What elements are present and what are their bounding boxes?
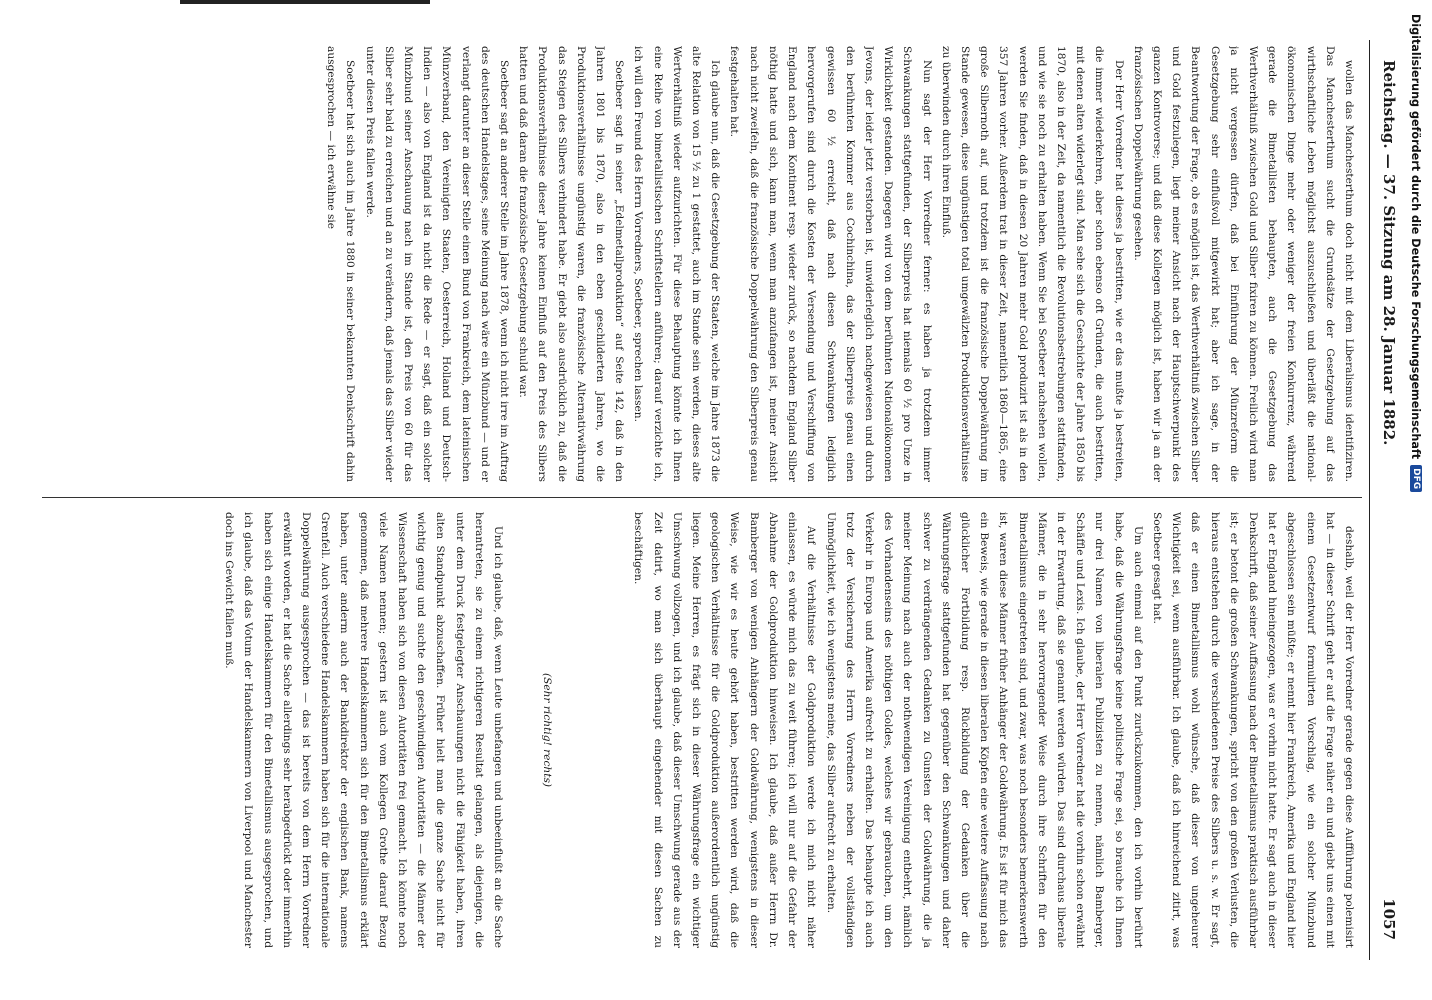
right-column [38,512,1358,948]
paragraph: Der Herr Vorredner hat dieses ja bestritten, wie er das mußte ja bestreiten, die immer wiederkehren, aber schon ebenso oft Gründen, die auch bestritten, mit denen alten widerlegt sind. Man sehe sich die Geschichte der Jahre 1850 bis 1870, also in der Zeit, da namentlich die Revolutionsbestrebungen stattfanden, und wie sie noch zu erhalten haben. Wenn Sie bei Soetbeer nachsehen wollen, werden Sie finden, daß in diesen 20 Jahren mehr Gold produzirt ist als in den 357 Jahren vorher. Außerdem trat in dieser Zeit, namentlich 1860—1865, eine große Silbernoth auf, und trotzdem ist die französische Doppelwährung im Stande gewesen, diese ungünstigen total umgewälzten Produktionsverhältnisse zu überwinden durch ihren Einfluß. [939,46,1125,482]
header-title: Reichstag. — 37. Sitzung am 28. Januar 1882. [1380,60,1398,446]
paragraph: Soetbeer hat sich auch im Jahre 1880 in seiner bekannten Denkschrift dahin ausgesprochen — ich erwähne sie [325,46,357,482]
applause-note: (Sehr richtig! rechts) [541,672,554,788]
paragraph: Und ich glaube, daß, wenn Leute unbefangen und unbeeinflußt an die Sache herantreten, sie zu einem richtigeren Resultat gelangen, als diejenigen, die unter dem Druck festgelegter Anschauungen nicht die Fähigkeit haben, ihren alten Standpunkt abzuschaffen. Früher hielt man die ganze Sache nicht für wichtig genug und suchte den geschwindigen Autoritäten — die Männer der Wissenschaft haben sich von diesen Autoritäten frei gemacht. Ich könnte noch viele Namen nennen; gestern ist auch vom Kollegen Grothe darauf Bezug genommen, daß mehrere Handelskammern sich für den Bimetallismus erklärt haben, unter anderm auch der Bankdirektor der englischen Bank, namens Grenfell. Auch verschiedene Handelskammern haben sich für die internationale Doppelwährung ausgesprochen — das ist bereits von dem Herrn Vorredner erwähnt worden, er hat die Sache allerdings sehr herabgedrückt oder immerhin haben sich einige Handelskammern für den Bimetallismus ausgesprochen, und ich glaube, daß das Votum der Handelskammern von Liverpool und Manchester doch ins Gewicht fallen muß. [223,512,505,948]
paragraph: Soetbeer sagt in seiner „Edelmetallproduktion“ auf Seite 142, daß in den Jahren 1801 bis 1870, also in den eben geschilderten Jahren, wo die Produktionsverhältnisse ungünstig waren, die französische Alternativwährung das Steigen des Silbers verhindert habe. Er giebt also ausdrücklich zu, daß die Produktionsverhältnisse dieser Jahre keinen Einfluß auf den Preis des Silbers hatten und daß daran die französische Gesetzgebung schuld war. [517,46,626,482]
digitization-attribution [1404,14,1432,774]
paragraph: Ich glaube nun, daß die Gesetzgebung der Staaten, welche im Jahre 1873 die alte Relation von 15 ½ zu 1 gestattet, auch im Stande sein werden, dieses alte Wertverhältniß wieder aufzurichten. Für diese Behauptung könnte ich Ihnen eine Reihe von bimetallistischen Schriftstellern anführen; darauf verzichte ich, ich will den Freund des Herrn Vorredners, Soetbeer, sprechen lassen. [632,46,722,482]
paragraph: Soetbeer sagt an anderer Stelle im Jahre 1878, wenn ich nicht irre im Auftrag des deutschen Handelstages, seine Meinung nach wäre ein Münzbund — und er verlangt darunter an dieser Stelle einen Bund von Frankreich, dem lateinischen Münzverband, den Vereinigten Staaten, Oesterreich, Holland und Deutsch-Indien — also von England ist da nicht die Rede — er sagt, daß ein solcher Münzbund seiner Anschauung nach im Stande ist, den Preis von 60 für das Silber sehr bald zu erreichen und an zu verändern, daß jemals das Silber wieder unter diesen Preis fallen werde. [363,46,511,482]
left-column [38,46,1358,482]
digitization-note: Digitalisierung gefördert durch die Deutsche Forschungsgemeinschaft [1409,14,1423,460]
header-rule [1369,40,1370,960]
paragraph: Nun sagt der Herr Vorredner ferner: es haben ja trotzdem immer Schwankungen stattgefunden, der Silberpreis hat niemals 60 ½ pro Unze in Wirklichkeit gestanden. Dagegen wird von dem berühmten Nationalökonomen Jevons, der leider jetzt verstorben ist, unwiderleglich nachgewiesen und durch den berühmten Kommer aus Cochinchina, das der Silberpreis genau einen gewissen 60 ½ erreicht, daß nach diesen Schwankungen lediglich hervorgerufen sind durch die Kosten der Versendung und Verschiffung von England nach dem Kontinent resp. wieder zurück, so nachdem England Silber nöthig hatte und sich, kann man, wenn man anzufangen ist, meiner Ansicht nach nicht zweifeln, daß die französische Doppelwährung den Silberpreis genau festgehalten hat. [728,46,933,482]
dfg-logo: DFG [1410,465,1422,492]
paragraph: wollen das Manchesterthum doch nicht mit dem Liberalismus identifiziren. Das Manchesterthum sucht die Grundsätze der Gesetzgebung auf das wirthschaftliche Leben möglichst auszuschließen und überläßt die national-ökonomischen Dinge mehr oder weniger der freien Konkurrenz, während gerade die Bimetallisten behaupten, auch die Gesetzgebung das Werthverhältniß zwischen Gold und Silber fixiren zu können. Freilich wird man ja nicht vergessen dürfen, daß bei Einführung der Münzreform die Gesetzgebung sehr einflußvoll mitgewirkt hat; aber ich sage, in der Beantwortung der Frage, ob es möglich ist, das Werthverhältniß zwischen Silber und Gold festzulegen, liegt meiner Ansicht nach der Hauptschwerpunkt des ganzen Kontroverse; und daß diese Kollegen möglich ist, haben wir ja an der französischen Doppelwährung gesehen. [1131,46,1355,482]
spacer [558,512,628,948]
paragraph: Auf die Verhältnisse der Goldproduktion werde ich mich nicht näher einlassen, es würde mich das zu weit führen; ich will nur auf die Gefahr der Abnahme der Goldproduktion hinweisen. Ich glaube, daß außer Herrn Dr. Bamberger von wenigen Anhängern der Goldwährung, wenigstens in dieser Weise, wie wir es heute gehört haben, bestritten werden wird, daß die geologischen Verhältnisse für die Goldproduktion außerordentlich ungünstig liegen. Meine Herren, es frägt sich in dieser Währungsfrage ein wichtiger Umschwung vollzogen, und ich glaube, daß dieser Umschwung gerade aus der Zeit datirt, wo man sich überhaupt eingehender mit diesen Sachen zu beschäftigen. [632,512,818,948]
paragraph: deshalb, weil der Herr Vorredner gerade gegen diese Aufführung polemisirt hat — in dieser Schrift geht er auf die Frage näher ein und giebt uns einen mit einem Gesetzentwurf formulirten Vorschlag, wie ein solcher Münzbund abgeschlossen sein müßte; er nennt hier Frankreich, Amerika und England hier hat er England hineingezogen, was er vorhin nicht hatte. Er sagt auch in dieser Denkschrift, daß seiner Auffassung nach der Bimetallismus praktisch ausführbar ist; er betont die großen Schwankungen, spricht von den großen Verlusten, die hieraus entstehen durch die verschiedenen Preise des Silbers u. s. w. Er sagt, daß er einen Bimetallismus wohl wünsche, daß dieser von ungeheurer Wichtigkeit sei, wenn ausführbar. Ich glaube, daß ich hinreichend zitirt, was Soetbeer gesagt hat. [1150,512,1355,948]
paragraph: Um auch einmal auf den Punkt zurückzukommen, den ich vorhin berührt habe, daß die Währungsfrage keine politische Frage sei, so brauche ich Ihnen nur drei Namen von liberalen Publizisten zu nennen, nämlich Bamberger, Schäffle und Lexis. Ich glaube, der Herr Vorredner hat die vorhin schon erwähnt in der Erwartung, daß sie genannt werden würden. Das sind durchaus liberale Männer, die in sehr hervorragender Weise durch ihre Schriften für den Bimetallismus eingetreten sind, und zwar, was noch besonders bemerkenswerth ist, waren diese Männer früher Anhänger der Goldwährung. Es ist für mich das ein Beweis, wie gerade in diesen liberalen Köpfen eine weitere Auffassung nach glücklicher Fortbildung resp. Rückbildung der Gedanken über die Währungsfrage stattgefunden hat gegenüber den Schwankungen und daher schwer zu verdrängenden Gedanken zu Gunsten der Goldwährung, die ja meiner Meinung nach auch der nothwendigen Vereinigung entbehrt, nämlich des Vorhandenseins des nöthigen Goldes, welches wir gebrauchen, um den Verkehr in Europa und Amerika aufrecht zu erhalten. Das behaupte ich auch trotz der Versicherung des Herrn Vorredners neben der vollständigen Unmöglichkeit, wie ich wenigstens meine, das Silber aufrecht zu erhalten. [824,512,1144,948]
page-number: 1057 [1380,898,1398,940]
column-divider [42,497,1362,498]
running-header [1368,40,1398,960]
